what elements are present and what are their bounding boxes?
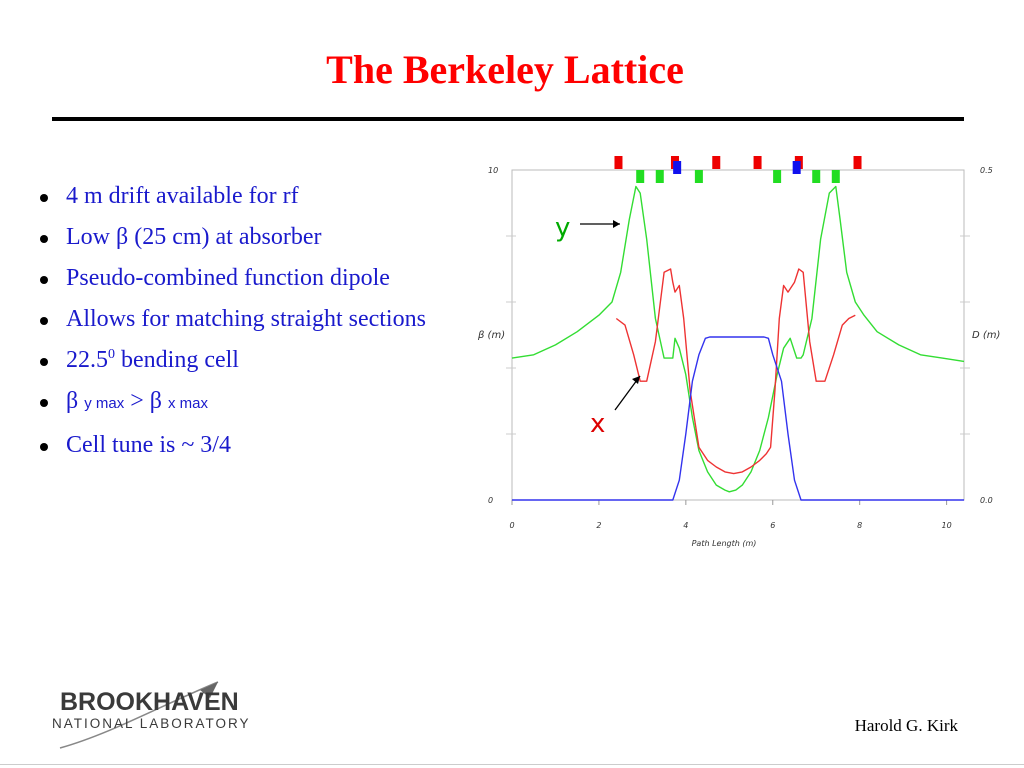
x-tick-label: 10 — [941, 521, 952, 530]
greater-than-symbol: > — [130, 388, 144, 414]
bullet-dot-icon — [40, 317, 48, 325]
x-tick-label: 4 — [683, 521, 689, 530]
bullet-text: Pseudo-combined function dipole — [66, 265, 390, 291]
magnet-absorber — [673, 161, 681, 174]
y-right-axis-label: D (m) — [972, 330, 1000, 341]
title-rule — [52, 117, 964, 121]
brookhaven-logo — [50, 676, 280, 756]
magnet-dipole — [614, 156, 622, 169]
bullet-item — [36, 262, 466, 294]
bullet-text: 22.5 — [66, 347, 108, 373]
logo-wordmark: BROOKHAVEN — [60, 688, 239, 716]
magnet-dipole — [754, 156, 762, 169]
x-tick-label: 2 — [596, 521, 602, 530]
series-beta_x — [616, 269, 855, 474]
bullet-text: 4 m drift available for rf — [66, 183, 299, 209]
bullet-superscript: 0 — [108, 347, 115, 362]
lattice-chart — [470, 148, 1000, 558]
footer-rule — [0, 764, 1024, 765]
y-right-tick-label: 0.0 — [980, 496, 993, 505]
x-tick-label: 8 — [857, 521, 863, 530]
series-D — [512, 337, 964, 500]
magnet-quad — [832, 170, 840, 183]
beta-symbol: β — [149, 388, 162, 414]
bullet-item — [36, 221, 466, 253]
bullet-text-suffix: bending cell — [115, 347, 239, 373]
y-left-axis-label: β (m) — [478, 330, 506, 341]
y-left-tick-label: 0 — [488, 496, 494, 505]
bullet-dot-icon — [40, 358, 48, 366]
bullet-item — [36, 344, 466, 376]
magnet-dipole — [854, 156, 862, 169]
bullet-list — [36, 180, 466, 470]
x-tick-label: 0 — [509, 521, 515, 530]
bullet-dot-icon — [40, 443, 48, 451]
annotation-arrowhead-x — [632, 376, 640, 384]
magnet-quad — [812, 170, 820, 183]
annotation-arrowhead-y — [613, 220, 620, 228]
bullet-item — [36, 385, 466, 420]
beta-subscript: x max — [168, 395, 209, 412]
magnet-quad — [773, 170, 781, 183]
x-tick-label: 6 — [770, 521, 776, 530]
y-right-tick-label: 0.5 — [980, 166, 993, 175]
bullet-dot-icon — [40, 235, 48, 243]
annotation-label-y: y — [555, 213, 571, 243]
magnet-dipole — [712, 156, 720, 169]
bullet-dot-icon — [40, 399, 48, 407]
x-axis-label: Path Length (m) — [691, 539, 757, 548]
bullet-text: Cell tune is ~ 3/4 — [66, 432, 231, 458]
bullet-item — [36, 429, 466, 461]
bullet-text: Allows for matching straight sections — [66, 306, 426, 332]
magnet-quad — [695, 170, 703, 183]
bullet-dot-icon — [40, 194, 48, 202]
bullet-item — [36, 303, 466, 335]
beta-subscript: y max — [84, 395, 125, 412]
y-left-tick-label: 10 — [488, 166, 499, 175]
logo-subtitle: NATIONAL LABORATORY — [52, 716, 251, 731]
bullet-item — [36, 180, 466, 212]
magnet-quad — [656, 170, 664, 183]
beta-symbol: β — [66, 388, 79, 414]
bullet-dot-icon — [40, 276, 48, 284]
author-name: Harold G. Kirk — [854, 716, 958, 735]
magnet-absorber — [793, 161, 801, 174]
bullet-text: Low β (25 cm) at absorber — [66, 224, 322, 250]
series-beta_y — [512, 187, 964, 492]
magnet-quad — [636, 170, 644, 183]
slide-title: The Berkeley Lattice — [326, 47, 684, 92]
plot-frame — [512, 170, 964, 500]
annotation-label-x: x — [590, 409, 606, 439]
